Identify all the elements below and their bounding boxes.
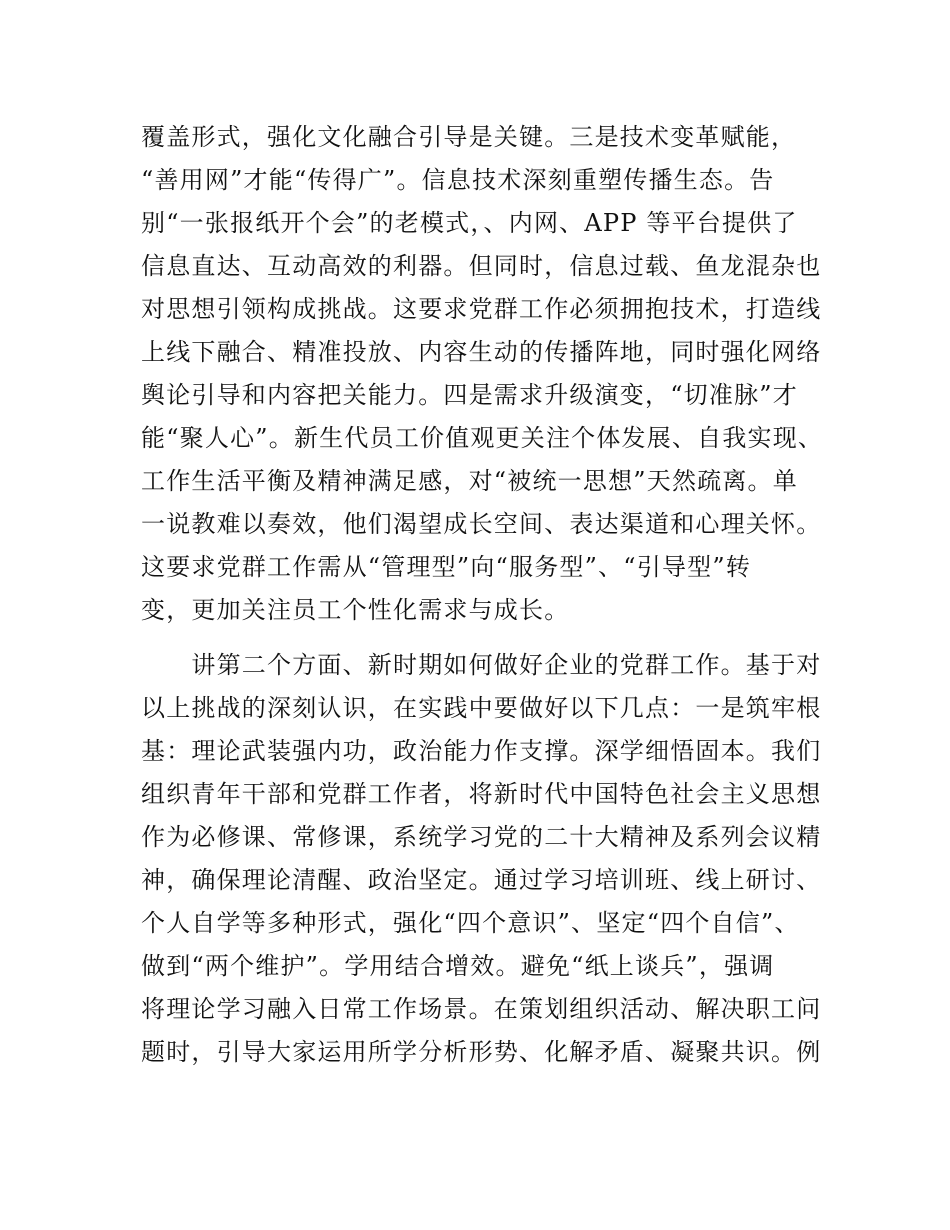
text-line: 神，确保理论清醒、政治坚定。通过学习培训班、线上研讨、: [141, 866, 822, 894]
text-line: 做到“两个维护”。学用结合增效。避免“纸上谈兵”，强调: [141, 952, 775, 980]
text-line: 一说教难以奏效，他们渴望成长空间、表达渠道和心理关怀。: [141, 510, 822, 538]
text-line: 信息直达、互动高效的利器。但同时，信息过载、鱼龙混杂也: [141, 252, 822, 280]
text-line: 上线下融合、精准投放、内容生动的传播阵地，同时强化网络: [141, 338, 822, 366]
text-line: 能“聚人心”。新生代员工价值观更关注个体发展、自我实现、: [141, 424, 824, 452]
paragraph-1: [141, 116, 841, 632]
document-body: [141, 116, 841, 1074]
paragraph-gap: [141, 632, 841, 644]
text-line: 作为必修课、常修课，系统学习党的二十大精神及系列会议精: [141, 823, 822, 851]
text-line: 个人自学等多种形式，强化“四个意识”、坚定“四个自信”、: [141, 909, 800, 937]
text-line: 讲第二个方面、新时期如何做好企业的党群工作。基于对: [141, 651, 822, 679]
text-line: 舆论引导和内容把关能力。四是需求升级演变，“切准脉”才: [141, 381, 798, 409]
text-line: 对思想引领构成挑战。这要求党群工作必须拥抱技术，打造线: [141, 295, 822, 323]
text-line: 基：理论武装强内功，政治能力作支撑。深学细悟固本。我们: [141, 737, 822, 765]
text-line: “善用网”才能“传得广”。信息技术深刻重塑传播生态。告: [141, 166, 775, 194]
text-line: 变，更加关注员工个性化需求与成长。: [141, 596, 570, 624]
text-line: 覆盖形式，强化文化融合引导是关键。三是技术变革赋能，: [141, 123, 797, 151]
text-line: 题时，引导大家运用所学分析形势、化解矛盾、凝聚共识。例: [141, 1038, 822, 1066]
text-line: 工作生活平衡及精神满足感，对“被统一思想”天然疏离。单: [141, 467, 798, 495]
text-line: 将理论学习融入日常工作场景。在策划组织活动、解决职工问: [141, 995, 822, 1023]
text-line: 以上挑战的深刻认识，在实践中要做好以下几点：一是筑牢根: [141, 694, 822, 722]
text-line: 组织青年干部和党群工作者，将新时代中国特色社会主义思想: [141, 780, 822, 808]
text-line: 这要求党群工作需从“管理型”向“服务型”、“引导型”转: [141, 553, 752, 581]
paragraph-2: [141, 644, 841, 1074]
text-line: 别“一张报纸开个会”的老模式，、内网、APP 等平台提供了: [141, 209, 798, 237]
